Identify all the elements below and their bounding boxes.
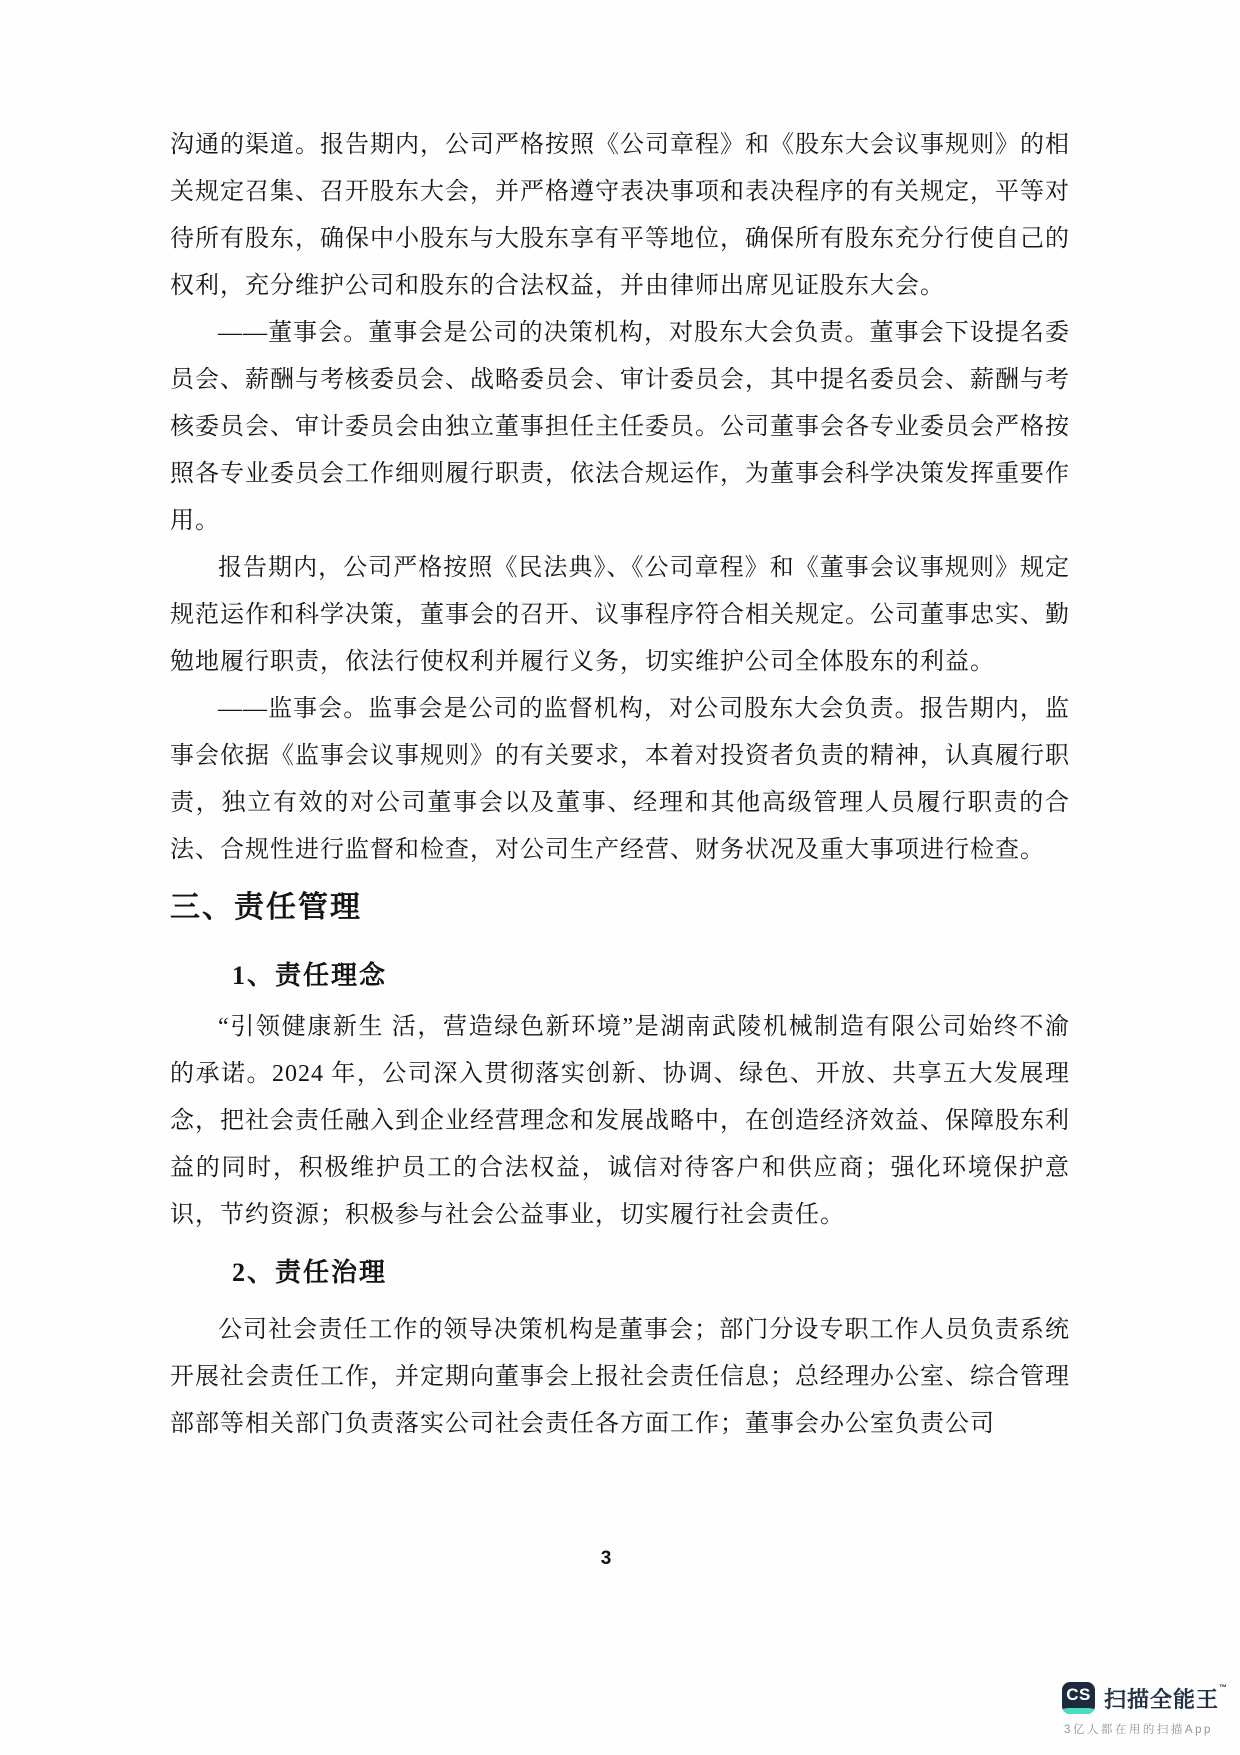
paragraph-responsibility-concept: “引领健康新生 活，营造绿色新环境”是湖南武陵机械制造有限公司始终不渝的承诺。2024 年，公司深入贯彻落实创新、协调、绿色、开放、共享五大发展理念，把社会责任融入到企业经营理念和发展战略中，在创造经济效益、保障股东利益的同时，积极维护员工的合法权益，诚信对待客户和供应商；强化环境保护意识，节约资源；积极参与社会公益事业，切实履行社会责任。 xyxy=(170,1014,1070,1228)
camscanner-logo-letters: CS xyxy=(1066,1685,1091,1704)
paragraph-supervisory-board: ——监事会。监事会是公司的监督机构，对公司股东大会负责。报告期内，监事会依据《监事会议事规则》的有关要求，本着对投资者负责的精神，认真履行职责，独立有效的对公司董事会以及董事、经理和其他高级管理人员履行职责的合法、合规性进行监督和检查，对公司生产经营、财务状况及重大事项进行检查。 xyxy=(170,696,1070,863)
sub-heading-responsibility-concept: 1、责任理念 xyxy=(232,961,388,990)
sub-heading-responsibility-governance: 2、责任治理 xyxy=(232,1258,388,1287)
watermark-tagline: 3亿人都在用的扫描App xyxy=(1064,1724,1213,1736)
camscanner-logo-accent xyxy=(1062,1708,1095,1714)
page-number: 3 xyxy=(600,1548,612,1569)
watermark-brand-text: 扫描全能王 xyxy=(1104,1686,1220,1712)
paragraph-responsibility-governance: 公司社会责任工作的领导决策机构是董事会；部门分设专职工作人员负责系统开展社会责任工作，并定期向董事会上报社会责任信息；总经理办公室、综合管理部部等相关部门负责落实公司社会责任各方面工作；董事会办公室负责公司 xyxy=(170,1317,1070,1437)
camscanner-logo-icon xyxy=(1062,1682,1095,1714)
section-heading-responsibility-management: 三、责任管理 xyxy=(170,891,362,924)
document-body xyxy=(170,122,1070,1448)
paragraph-board-rules: 报告期内，公司严格按照《民法典》、《公司章程》和《董事会议事规则》规定规范运作和科学决策，董事会的召开、议事程序符合相关规定。公司董事忠实、勤勉地履行职责，依法行使权利并履行义务，切实维护公司全体股东的利益。 xyxy=(170,555,1070,675)
watermark-brand-row xyxy=(1062,1682,1232,1714)
paragraph-board-of-directors: ——董事会。董事会是公司的决策机构，对股东大会负责。董事会下设提名委员会、薪酬与考核委员会、战略委员会、审计委员会，其中提名委员会、薪酬与考核委员会、审计委员会由独立董事担任主任委员。公司董事会各专业委员会严格按照各专业委员会工作细则履行职责，依法合规运作，为董事会科学决策发挥重要作用。 xyxy=(170,320,1070,534)
watermark-brand-name xyxy=(1104,1683,1228,1714)
paragraph-shareholder-meeting: 沟通的渠道。报告期内，公司严格按照《公司章程》和《股东大会议事规则》的相关规定召集、召开股东大会，并严格遵守表决事项和表决程序的有关规定，平等对待所有股东，确保中小股东与大股东享有平等地位，确保所有股东充分行使自己的权利，充分维护公司和股东的合法权益，并由律师出席见证股东大会。 xyxy=(170,132,1070,299)
trademark-symbol: ™ xyxy=(1219,1682,1229,1692)
camscanner-watermark xyxy=(1062,1682,1232,1737)
